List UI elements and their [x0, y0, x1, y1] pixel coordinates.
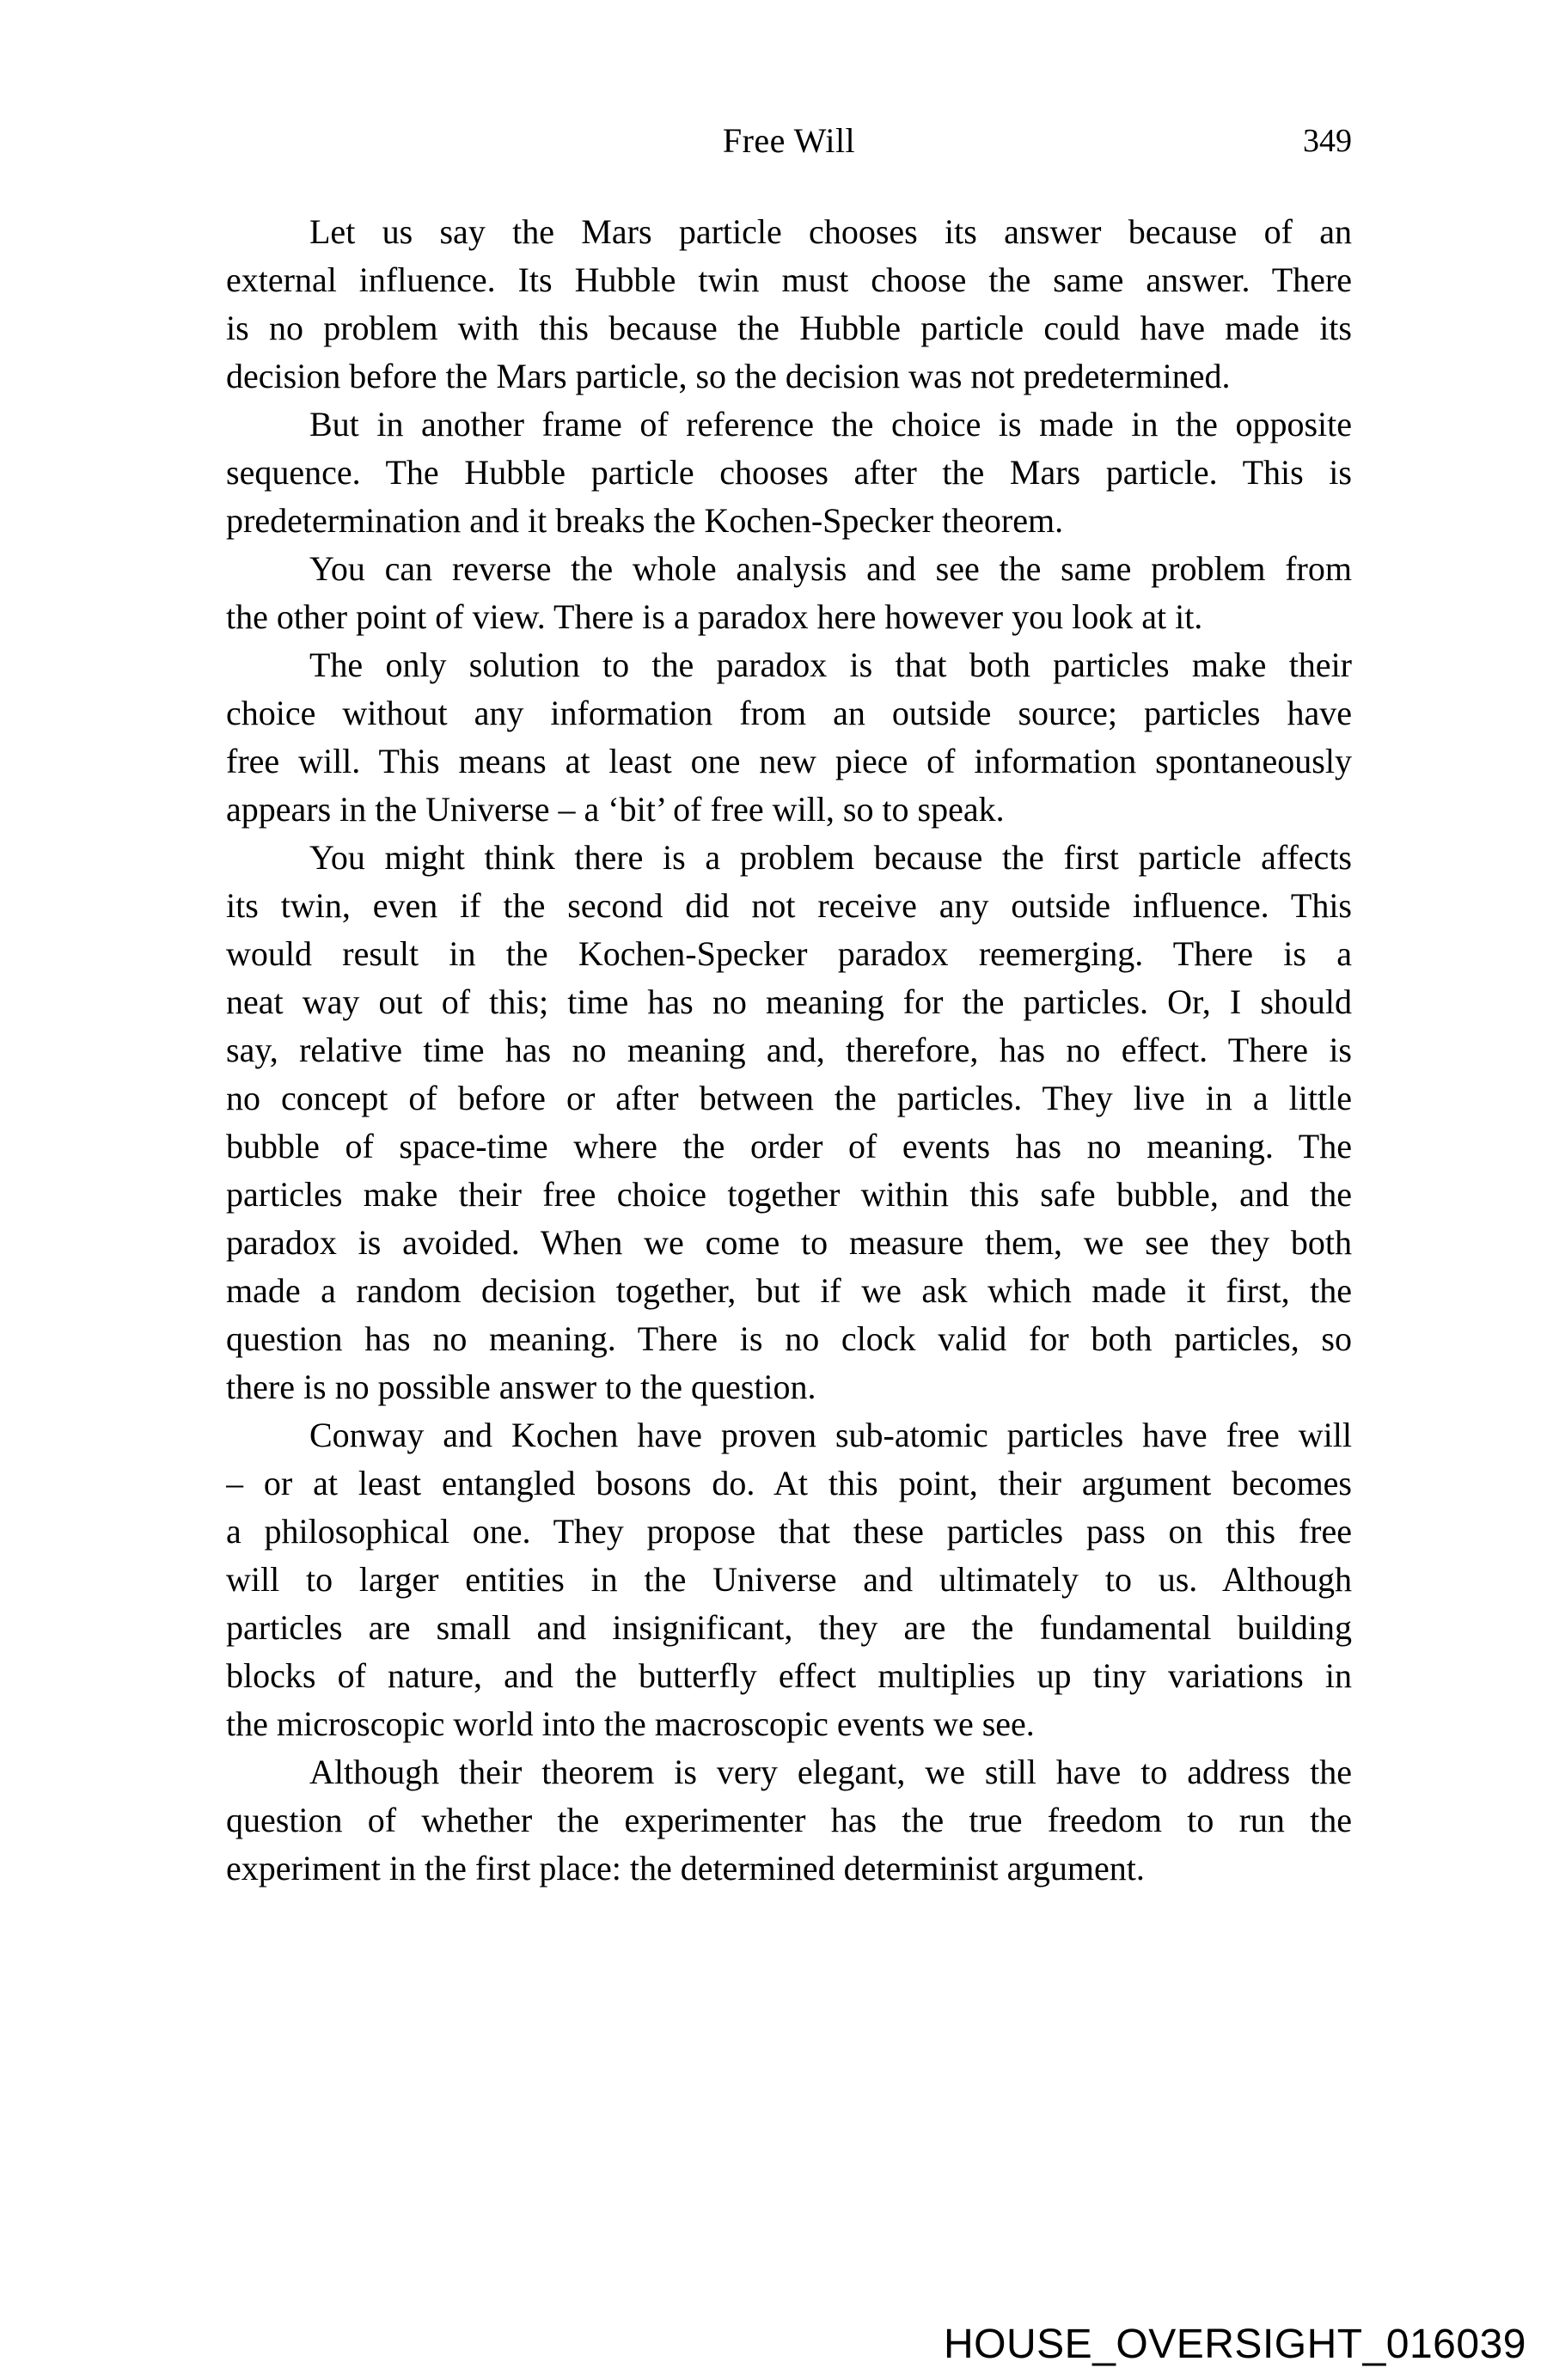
running-header: [226, 120, 1352, 162]
body-line: The only solution to the paradox is that both particles make their: [309, 645, 1352, 684]
body-line: But in another frame of reference the choice is made in the opposite: [309, 405, 1352, 444]
page-number: 349: [1303, 123, 1352, 159]
body-line: the other point of view. There is a paradox here however you look at it.: [226, 597, 1203, 636]
body-line: sequence. The Hubble particle chooses after the Mars particle. This is: [226, 453, 1352, 492]
body-line: choice without any information from an outside source; particles have: [226, 694, 1352, 732]
body-line: You might think there is a problem because the first particle affects: [309, 838, 1352, 877]
body-text: [226, 208, 1352, 1893]
body-line: there is no possible answer to the question.: [226, 1367, 816, 1406]
body-line: say, relative time has no meaning and, therefore, has no effect. There is: [226, 1031, 1352, 1069]
paragraph: [226, 834, 1352, 1411]
body-line: a philosophical one. They propose that these particles pass on this free: [226, 1512, 1352, 1551]
body-line: experiment in the first place: the determined determinist argument.: [226, 1849, 1145, 1887]
body-line: made a random decision together, but if we ask which made it first, the: [226, 1271, 1352, 1310]
body-line: would result in the Kochen-Specker paradox reemerging. There is a: [226, 934, 1352, 973]
body-line: external influence. Its Hubble twin must choose the same answer. There: [226, 260, 1352, 299]
body-line: Let us say the Mars particle chooses its answer because of an: [309, 212, 1352, 251]
body-line: neat way out of this; time has no meaning for the particles. Or, I should: [226, 982, 1352, 1021]
body-line: bubble of space-time where the order of events has no meaning. The: [226, 1127, 1352, 1166]
body-line: particles make their free choice together within this safe bubble, and the: [226, 1175, 1352, 1214]
body-line: Although their theorem is very elegant, we still have to address the: [309, 1753, 1352, 1791]
body-line: its twin, even if the second did not receive any outside influence. This: [226, 886, 1352, 925]
bates-stamp: HOUSE_OVERSIGHT_016039: [944, 2322, 1526, 2367]
body-line: appears in the Universe – a ‘bit’ of free will, so to speak.: [226, 790, 1005, 829]
body-line: You can reverse the whole analysis and see the same problem from: [309, 549, 1352, 588]
body-line: question has no meaning. There is no clock valid for both particles, so: [226, 1319, 1352, 1358]
paragraph: [226, 545, 1352, 641]
paragraph: [226, 208, 1352, 401]
body-line: question of whether the experimenter has the true freedom to run the: [226, 1801, 1352, 1839]
body-line: will to larger entities in the Universe and ultimately to us. Although: [226, 1560, 1352, 1599]
body-line: Conway and Kochen have proven sub-atomic particles have free will: [309, 1416, 1352, 1454]
body-line: – or at least entangled bosons do. At this point, their argument becomes: [226, 1464, 1352, 1502]
chapter-title: Free Will: [722, 121, 856, 160]
paragraph: [226, 1748, 1352, 1893]
body-line: paradox is avoided. When we come to measure them, we see they both: [226, 1223, 1352, 1262]
body-line: particles are small and insignificant, they are the fundamental building: [226, 1608, 1352, 1647]
paragraph: [226, 641, 1352, 834]
body-line: predetermination and it breaks the Kochen-Specker theorem.: [226, 501, 1064, 540]
body-line: no concept of before or after between the particles. They live in a little: [226, 1079, 1352, 1117]
paragraph: [226, 401, 1352, 545]
body-line: is no problem with this because the Hubble particle could have made its: [226, 309, 1352, 347]
body-line: decision before the Mars particle, so the decision was not predetermined.: [226, 357, 1231, 395]
paragraph: [226, 1411, 1352, 1748]
body-line: free will. This means at least one new piece of information spontaneously: [226, 742, 1352, 780]
body-line: blocks of nature, and the butterfly effect multiplies up tiny variations in: [226, 1656, 1352, 1695]
body-line: the microscopic world into the macroscopic events we see.: [226, 1704, 1035, 1743]
